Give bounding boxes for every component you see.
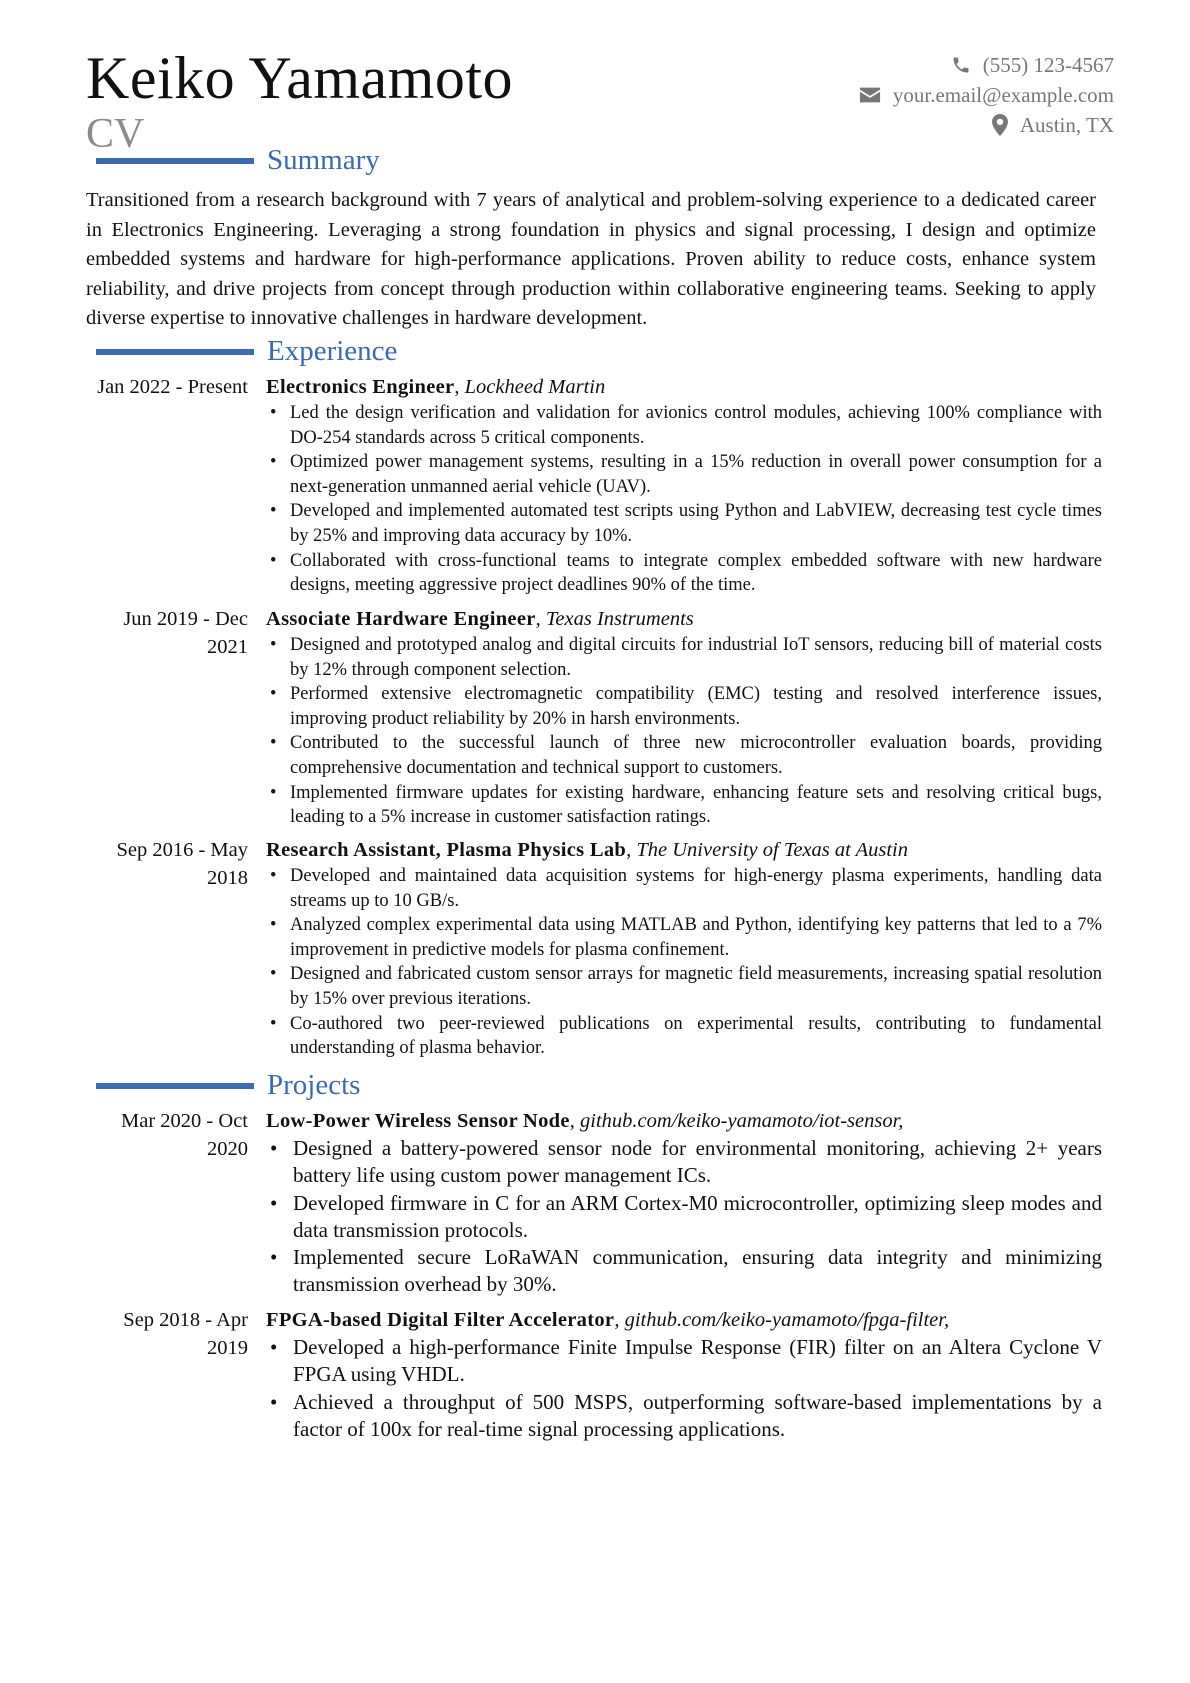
list-item: • Contributed to the successful launch of three new microcontroller evaluation boards, providing comprehensive documentation and technical support to customers. [266,731,1102,780]
entry-organization: Lockheed Martin [464,376,606,398]
entry-date: Mar 2020 - Oct 2020 [121,1110,248,1160]
list-item: • Designed a battery-powered sensor node for environmental monitoring, achieving 2+ years battery life using custom power management ICs. [266,1135,1102,1190]
section-header-summary [96,143,380,177]
entry-body [266,1306,1102,1443]
section-accent-bar [96,349,254,355]
entry-role: FPGA-based Digital Filter Accelerator [266,1309,615,1331]
entry-heading: Research Assistant, Plasma Physics Lab, The University of Texas at Austin [266,839,908,861]
list-item: • Developed firmware in C for an ARM Cortex-M0 microcontroller, optimizing sleep modes and data transmission protocols. [266,1190,1102,1245]
section-accent-bar [96,1083,254,1089]
entry-organization: The University of Texas at Austin [636,839,908,861]
section-title-experience: Experience [267,335,398,367]
list-item: • Developed a high-performance Finite Impulse Response (FIR) filter on an Altera Cyclone V FPGA using VHDL. [266,1334,1102,1389]
envelope-icon [859,86,881,104]
entry-bullet-list [266,1334,1102,1443]
list-item: • Achieved a throughput of 500 MSPS, outperforming software-based implementations by a factor of 100x for real-time signal processing applications. [266,1389,1102,1444]
document-type: CV [86,111,145,157]
map-marker-icon [992,114,1008,136]
list-item: • Designed and prototyped analog and digital circuits for industrial IoT sensors, reducing bill of material costs by 12% through component selection. [266,633,1102,682]
contact-block [694,50,1114,140]
section-accent-bar [96,158,254,164]
entry-heading: Low-Power Wireless Sensor Node, github.com/keiko-yamamoto/iot-sensor, [266,1110,904,1132]
list-item: • Analyzed complex experimental data using MATLAB and Python, identifying key patterns that led to a 7% improvement in predictive models for plasma confinement. [266,913,1102,962]
contact-email [694,80,1114,110]
entry-date: Sep 2018 - Apr 2019 [123,1309,248,1359]
entry-role: Research Assistant, Plasma Physics Lab [266,839,627,861]
section-title-projects: Projects [267,1069,361,1101]
list-item: • Led the design verification and validation for avionics control modules, achieving 100% compliance with DO-254 standards across 5 critical components. [266,401,1102,450]
entry-body [266,373,1102,598]
project-link[interactable]: github.com/keiko-yamamoto/iot-sensor, [580,1110,904,1132]
location-text: Austin, TX [1019,113,1114,137]
contact-phone [694,50,1114,80]
section-title-summary: Summary [267,144,380,176]
phone-text: (555) 123-4567 [982,53,1114,77]
section-header-experience [96,334,397,368]
email-text: your.email@example.com [892,83,1114,107]
phone-icon [951,55,971,75]
entry-bullet-list [266,864,1102,1061]
list-item: • Developed and implemented automated test scripts using Python and LabVIEW, decreasing test cycle times by 25% and improving data accuracy by 10%. [266,499,1102,548]
list-item: • Collaborated with cross-functional teams to integrate complex embedded software with new hardware designs, meeting aggressive project deadlines 90% of the time. [266,549,1102,598]
list-item: • Developed and maintained data acquisition systems for high-energy plasma experiments, handling data streams up to 10 GB/s. [266,864,1102,913]
entry-date: Sep 2016 - May 2018 [116,839,248,889]
list-item: • Designed and fabricated custom sensor arrays for magnetic field measurements, increasing spatial resolution by 15% over previous iterations. [266,962,1102,1011]
entry-bullet-list [266,1135,1102,1299]
entry-bullet-list [266,633,1102,830]
contact-location [694,110,1114,140]
entry-body [266,1107,1102,1299]
entry-organization: Texas Instruments [545,608,694,630]
entry-heading: FPGA-based Digital Filter Accelerator, github.com/keiko-yamamoto/fpga-filter, [266,1309,950,1331]
summary-text: Transitioned from a research background with 7 years of analytical and problem-solving experience to a dedicated career in Electronics Engineering. Leveraging a strong foundation in physics and signal processing, I design and optimize embedded systems and hardware for high-performance applications. Proven ability to reduce costs, enhance system reliability, and drive projects from concept through production within collaborative engineering teams. Seeking to apply diverse expertise to innovative challenges in hardware development. [86,189,1096,329]
entry-role: Electronics Engineer [266,376,455,398]
list-item: • Optimized power management systems, resulting in a 15% reduction in overall power consumption for a next-generation unmanned aerial vehicle (UAV). [266,450,1102,499]
candidate-name: Keiko Yamamoto [86,45,513,111]
list-item: • Performed extensive electromagnetic compatibility (EMC) testing and resolved interference issues, improving product reliability by 20% in harsh environments. [266,682,1102,731]
entry-heading: Electronics Engineer, Lockheed Martin [266,376,606,398]
entry-role: Low-Power Wireless Sensor Node [266,1110,570,1132]
list-item: • Implemented firmware updates for existing hardware, enhancing feature sets and resolving critical bugs, leading to a 5% increase in customer satisfaction ratings. [266,781,1102,830]
entry-body [266,605,1102,830]
list-item: • Implemented secure LoRaWAN communication, ensuring data integrity and minimizing transmission overhead by 30%. [266,1244,1102,1299]
entry-date: Jan 2022 - Present [97,376,248,398]
section-header-projects [96,1068,360,1102]
list-item: • Co-authored two peer-reviewed publications on experimental results, contributing to fundamental understanding of plasma behavior. [266,1012,1102,1061]
entry-role: Associate Hardware Engineer [266,608,536,630]
project-link[interactable]: github.com/keiko-yamamoto/fpga-filter, [624,1309,950,1331]
entry-date: Jun 2019 - Dec 2021 [123,608,248,658]
entry-heading: Associate Hardware Engineer, Texas Instruments [266,608,694,630]
entry-bullet-list [266,401,1102,598]
entry-body [266,836,1102,1061]
